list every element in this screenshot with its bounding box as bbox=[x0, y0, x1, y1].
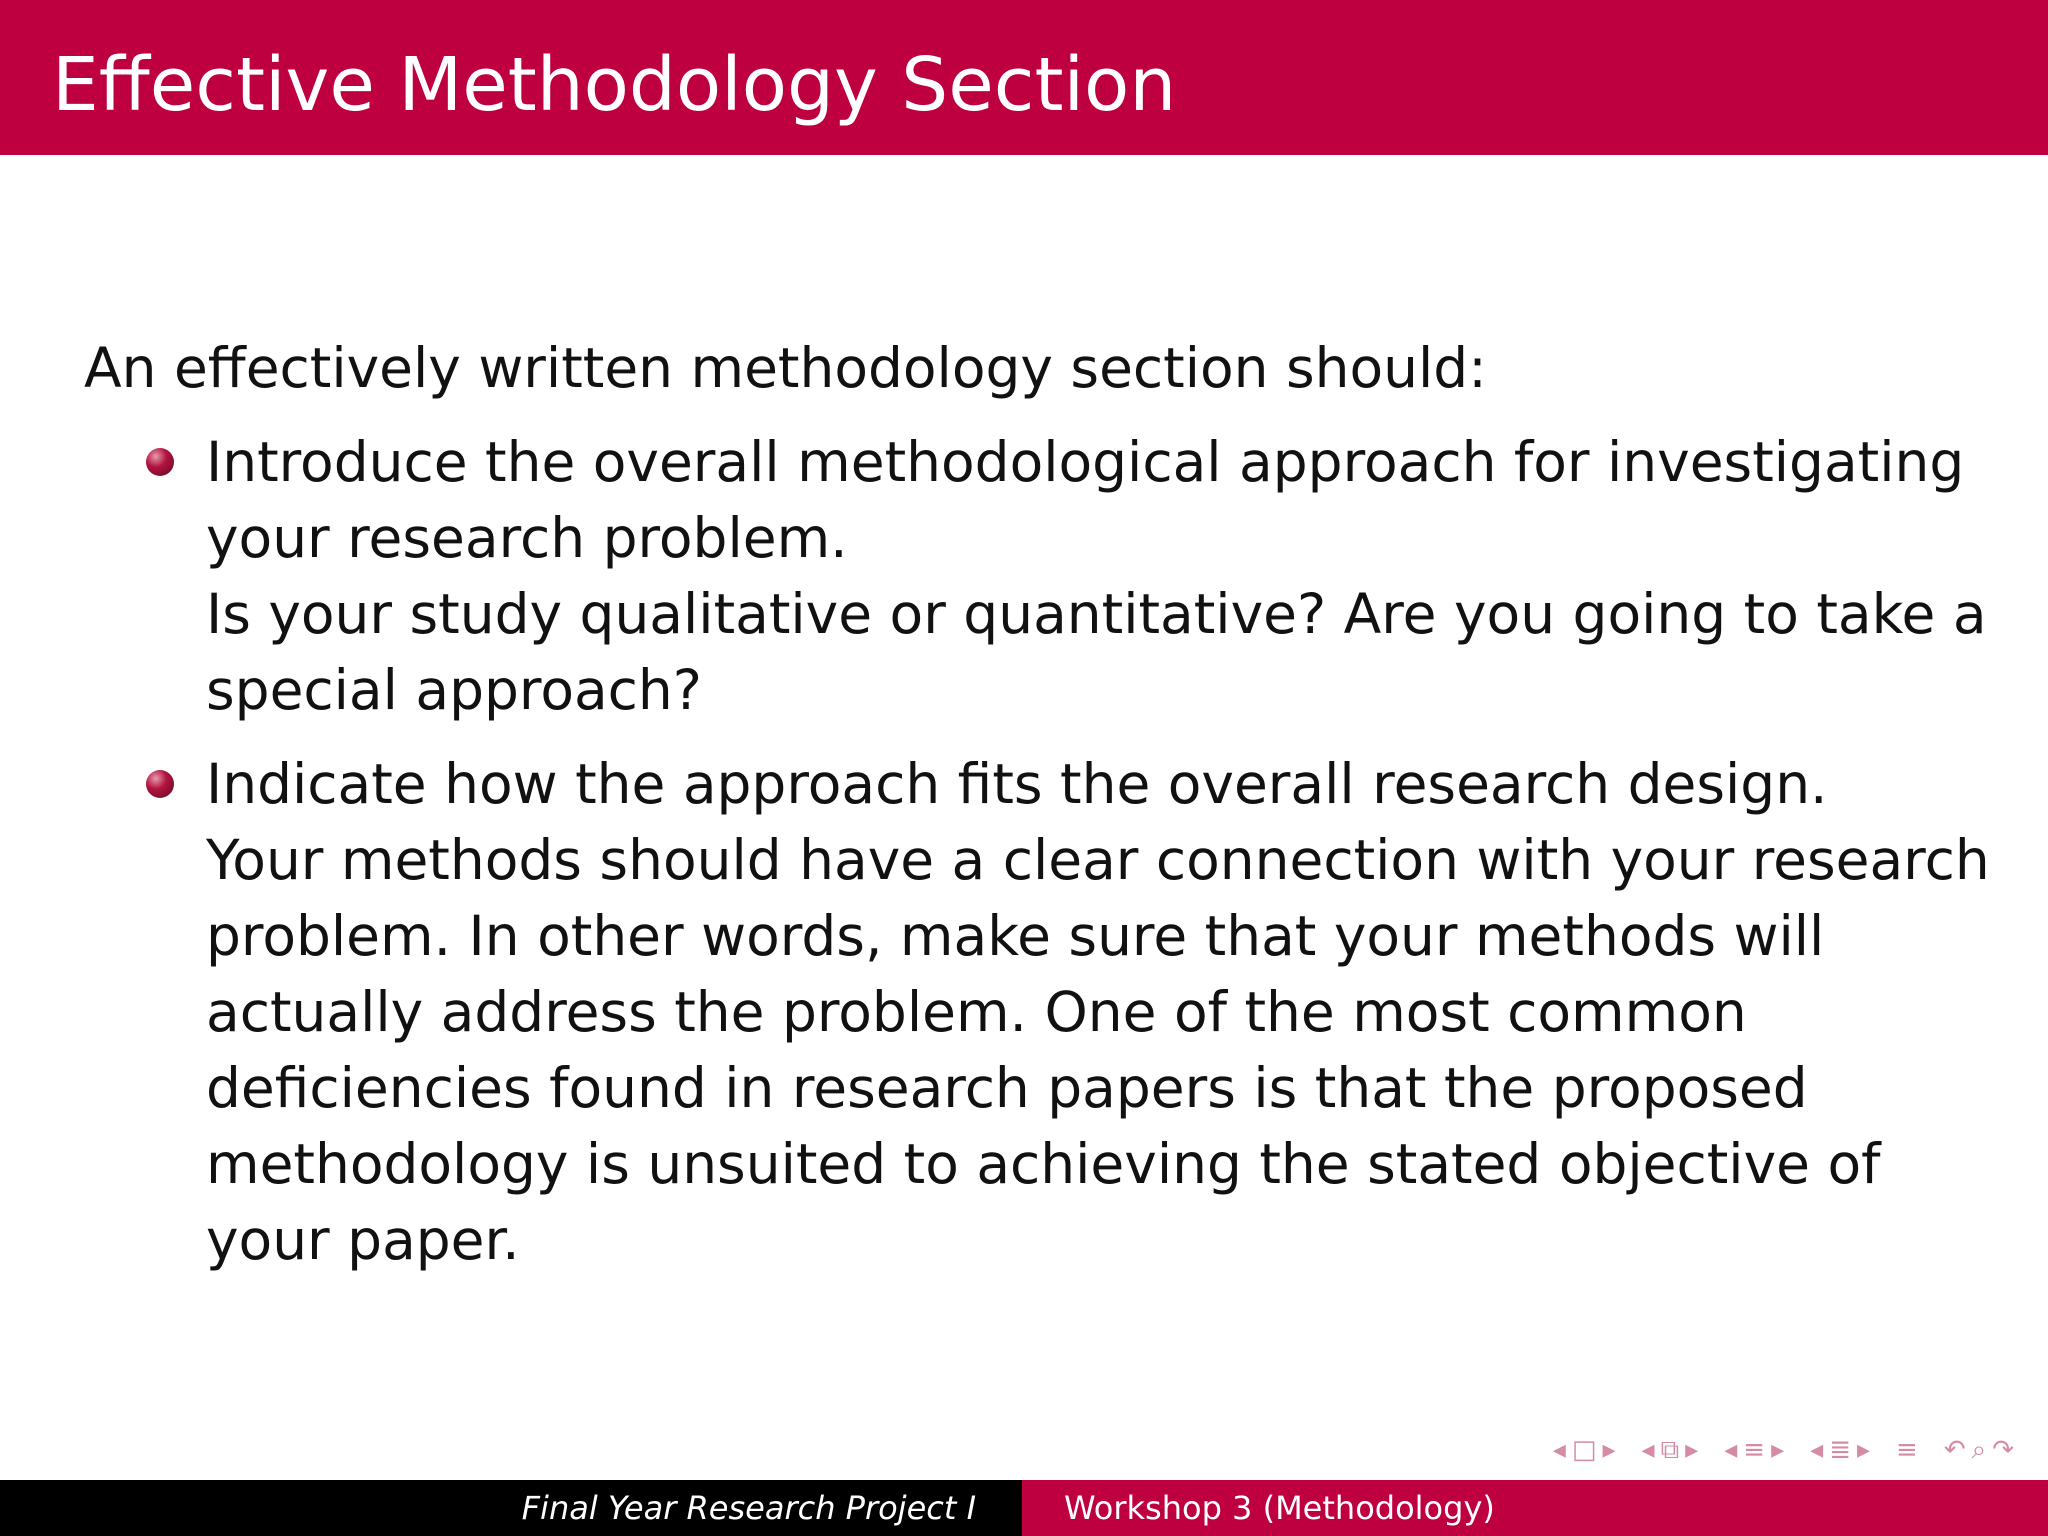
bullet-detail-text: Your methods should have a clear connection with your research problem. In other words, make sure that your methods will actually address the problem. One of the most common deficiencies found in research papers is that the proposed methodology is unsuited to achieving the stated objective of your paper. bbox=[206, 828, 1990, 1272]
next-arrow-icon[interactable]: ▸ bbox=[1685, 1435, 1699, 1465]
subsection-icon[interactable]: ≣ bbox=[1829, 1435, 1851, 1465]
section-nav[interactable] bbox=[1724, 1435, 1784, 1465]
frame-icon[interactable]: □ bbox=[1571, 1435, 1597, 1465]
redo-icon[interactable]: ↷ bbox=[1992, 1435, 2014, 1465]
section-icon[interactable]: ≡ bbox=[1743, 1435, 1766, 1465]
slides-nav[interactable] bbox=[1642, 1435, 1699, 1466]
slides-icon[interactable]: ⧉ bbox=[1660, 1434, 1680, 1465]
bullet-detail-text: Is your study qualitative or quantitative? Are you going to take a special approach? bbox=[206, 582, 1987, 722]
next-arrow-icon[interactable]: ▸ bbox=[1856, 1435, 1871, 1465]
bullet-item bbox=[84, 424, 1987, 728]
prev-arrow-icon[interactable]: ◂ bbox=[1810, 1435, 1824, 1465]
undo-icon[interactable]: ↶ bbox=[1943, 1435, 1966, 1465]
next-arrow-icon[interactable]: ▸ bbox=[1771, 1435, 1785, 1465]
bullet-main-text: Indicate how the approach fits the overall research design. bbox=[206, 752, 1828, 816]
outline-icon[interactable]: ≡ bbox=[1896, 1435, 1918, 1465]
prev-arrow-icon[interactable]: ◂ bbox=[1552, 1435, 1566, 1465]
bullet-list bbox=[84, 424, 1990, 1278]
footer bbox=[0, 1480, 2048, 1536]
next-arrow-icon[interactable]: ▸ bbox=[1602, 1435, 1616, 1465]
bullet-icon bbox=[146, 770, 174, 798]
bullet-text bbox=[206, 424, 2006, 728]
navigation-bar bbox=[1553, 1430, 2030, 1470]
slide-content bbox=[84, 330, 1990, 1296]
prev-arrow-icon[interactable]: ◂ bbox=[1724, 1435, 1738, 1465]
outline-nav[interactable] bbox=[1896, 1435, 1918, 1465]
frame-nav[interactable] bbox=[1553, 1435, 1616, 1465]
bullet-icon bbox=[146, 448, 174, 476]
search-icon[interactable]: ⌕ bbox=[1971, 1434, 1987, 1465]
subsection-nav[interactable] bbox=[1810, 1435, 1870, 1465]
bullet-main-text: Introduce the overall methodological approach for investigating your research problem. bbox=[206, 430, 1965, 570]
bullet-item bbox=[84, 746, 1990, 1278]
footer-course-title: Final Year Research Project I bbox=[0, 1480, 1022, 1536]
title-bar bbox=[0, 0, 2048, 155]
bullet-text bbox=[206, 746, 2006, 1278]
slide-title: Effective Methodology Section bbox=[52, 42, 1177, 128]
tools-nav[interactable] bbox=[1944, 1435, 2014, 1466]
prev-arrow-icon[interactable]: ◂ bbox=[1641, 1435, 1655, 1465]
intro-text: An effectively written methodology section should: bbox=[84, 336, 1487, 400]
footer-workshop-title: Workshop 3 (Methodology) bbox=[1022, 1480, 2048, 1536]
